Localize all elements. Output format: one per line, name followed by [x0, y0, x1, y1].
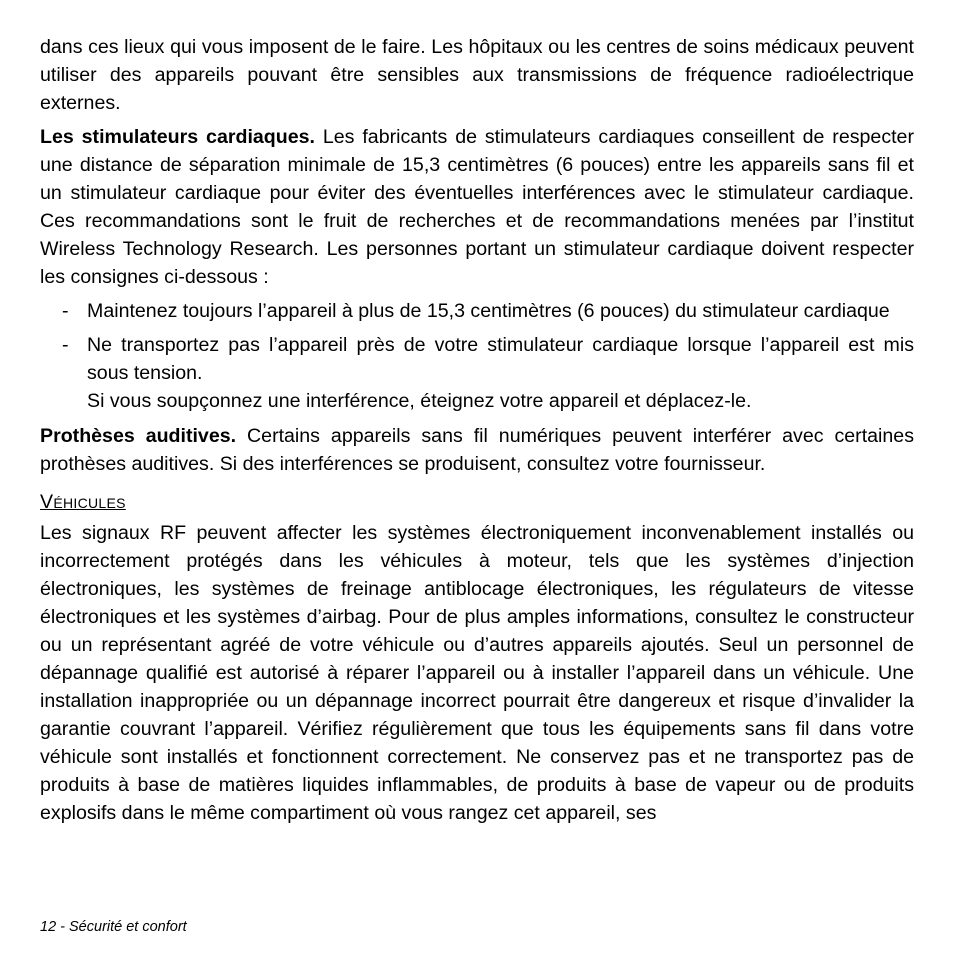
hearing-aids-text: Certains appareils sans fil numériques peuvent interférer avec certaines prothèses auditives. Si des interférences se produisent, consultez votre fournisseur. — [40, 425, 914, 475]
list-item — [40, 297, 914, 325]
pacemakers-text: Les fabricants de stimulateurs cardiaques conseillent de respecter une distance de séparation minimale de 15,3 centimètres (6 pouces) entre les appareils sans fil et un stimulateur cardiaque pour éviter des éventuelles interférences avec le stimulateur cardiaque. Ces recommandations sont le fruit de recherches et de recommandations menées par l’institut Wireless Technology Research. Les personnes portant un stimulateur cardiaque doivent respecter les consignes ci-dessous : — [40, 126, 914, 288]
pacemakers-title: Les stimulateurs cardiaques. — [40, 126, 315, 148]
vehicles-paragraph: Les signaux RF peuvent affecter les systèmes électroniquement inconvenablement installés ou incorrectement protégés dans les véhicules à moteur, tels que les systèmes d’injection électroniques, les systèmes de freinage antiblocage électroniques, les régulateurs de vitesse électroniques et les systèmes d’airbag. Pour de plus amples informations, consultez le constructeur ou un représentant agréé de votre véhicule ou d’autres appareils ajoutés. Seul un personnel de dépannage qualifié est autorisé à réparer l’appareil ou à installer l’appareil dans un véhicule. Une installation inappropriée ou un dépannage incorrect pourrait être dangereux et risque d’invalider la garantie couvrant l’appareil. Vérifiez régulièrement que tous les équipements sans fil dans votre véhicule sont installés et fonctionnent correctement. Ne conservez pas et ne transportez pas de produits à base de matières liquides inflammables, de produits à base de vapeur ou de produits explosifs dans le même compartiment où vous rangez cet appareil, ses — [40, 522, 914, 824]
bullet-dash: - — [62, 300, 69, 322]
hearing-aids-title: Prothèses auditives. — [40, 425, 237, 447]
page-footer: 12 - Sécurité et confort — [40, 919, 187, 935]
vehicles-heading: Véhicules — [40, 491, 126, 513]
list-item-text: Ne transportez pas l’appareil près de votre stimulateur cardiaque lorsque l’appareil est mis sous tension. — [87, 334, 914, 384]
pacemaker-guidelines-list — [40, 297, 914, 415]
list-item-note: Si vous soupçonnez une interférence, éteignez votre appareil et déplacez-le. — [87, 390, 752, 412]
list-item-text: Maintenez toujours l’appareil à plus de 15,3 centimètres (6 pouces) du stimulateur cardiaque — [87, 300, 890, 322]
bullet-dash: - — [62, 334, 69, 356]
intro-paragraph: dans ces lieux qui vous imposent de le faire. Les hôpitaux ou les centres de soins médicaux peuvent utiliser des appareils pouvant être sensibles aux transmissions de fréquence radioélectrique externes. — [40, 36, 914, 114]
page-content — [40, 33, 914, 827]
pacemakers-paragraph — [40, 123, 914, 291]
hearing-aids-paragraph — [40, 422, 914, 478]
list-item — [40, 331, 914, 415]
